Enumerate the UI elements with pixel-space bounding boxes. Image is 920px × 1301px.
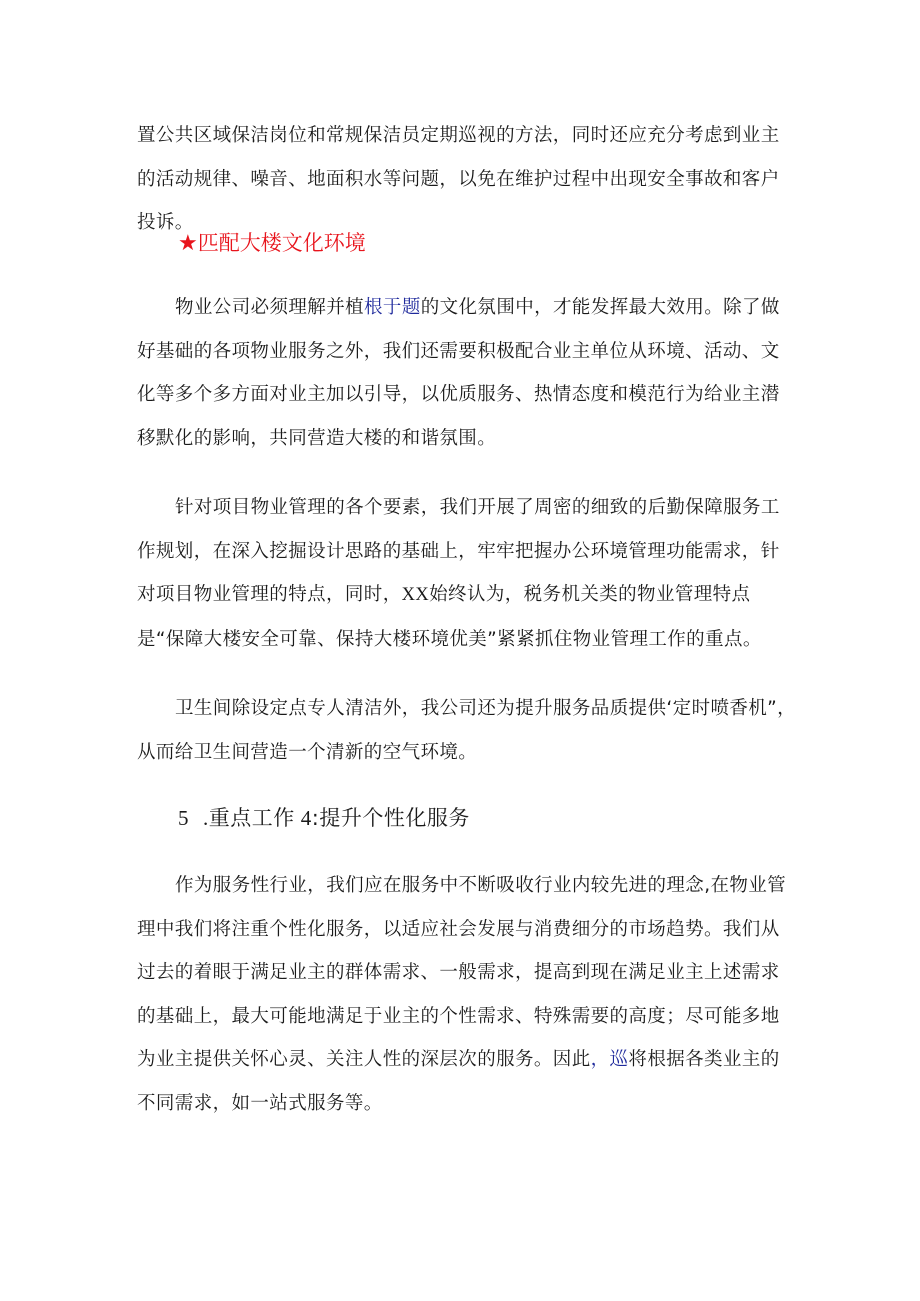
heading-dot: . [203, 806, 209, 830]
heading-title: 提升个性化服务 [319, 806, 470, 830]
paragraph-planning [137, 486, 797, 661]
paragraph-intro-text: 置公共区域保洁岗位和常规保洁员定期巡视的方法，同时还应充分考虑到业主的活动规律、噪音、地面积水等问题，以免在维护过程中出现安全事故和客户投诉。 [137, 125, 780, 233]
paragraph-restroom-text: 卫生间除设定点专人清洁外，我公司还为提升服务品质提供‘定时喷香机”，从而给卫生间营造一个清新的空气环境。 [137, 698, 797, 763]
xx-placeholder: XX [401, 585, 430, 605]
star-icon: ★ [178, 231, 198, 256]
heading-culture [178, 228, 366, 259]
paragraph-service [137, 864, 797, 1125]
heading-label: 重点工作 [208, 806, 295, 830]
heading-colon: : [311, 806, 320, 830]
paragraph-planning-text-2: 始终认为，税务机关类的物业管理特点是“保障大楼安全可靠、保持大楼环境优美”紧紧抓住物业管理工作的重点。 [137, 584, 762, 650]
heading-number: 5 [178, 806, 189, 830]
heading-culture-text: 匹配大楼文化环境 [197, 231, 366, 255]
heading-number-2: 4 [300, 806, 312, 830]
paragraph-culture-text-1: 物业公司必须理解并植 [175, 297, 365, 318]
link-text[interactable]: 根于题 [364, 297, 421, 318]
paragraph-culture-text-2: 的文化氛围中，才能发挥最大效用。除了做好基础的各项物业服务之外，我们还需要积极配合业主单位从环境、活动、文化等多个多方面对业主加以引导，以优质服务、热情态度和模范行为给业主潜移默化的影响，共同营造大楼的和谐氛围。 [137, 297, 780, 449]
link-text-2[interactable]: ，巡 [590, 1049, 629, 1070]
paragraph-culture [137, 286, 797, 460]
paragraph-planning-text-1: 针对项目物业管理的各个要素，我们开展了周密的细致的后勤保障服务工作规划，在深入挖掘设计思路的基础上，牢牢把握办公环境管理功能需求，针对项目物业管理的特点，同时， [137, 497, 780, 605]
paragraph-service-text-2: 将根据各类业主的不同需求，如一站式服务等。 [137, 1049, 780, 1114]
heading-key-work [178, 803, 470, 833]
paragraph-intro [137, 114, 797, 245]
paragraph-service-text-1: 作为服务性行业，我们应在服务中不断吸收行业内较先进的理念,在物业管理中我们将注重个性化服务，以适应社会发展与消费细分的市场趋势。我们从过去的着眼于满足业主的群体需求、一般需求，提高到现在满足业主上述需求的基础上，最大可能地满足于业主的个性需求、特殊需要的高度；尽可能多地为业主提供关怀心灵、关注人性的深层次的服务。因此 [137, 875, 787, 1070]
paragraph-restroom [137, 687, 797, 774]
